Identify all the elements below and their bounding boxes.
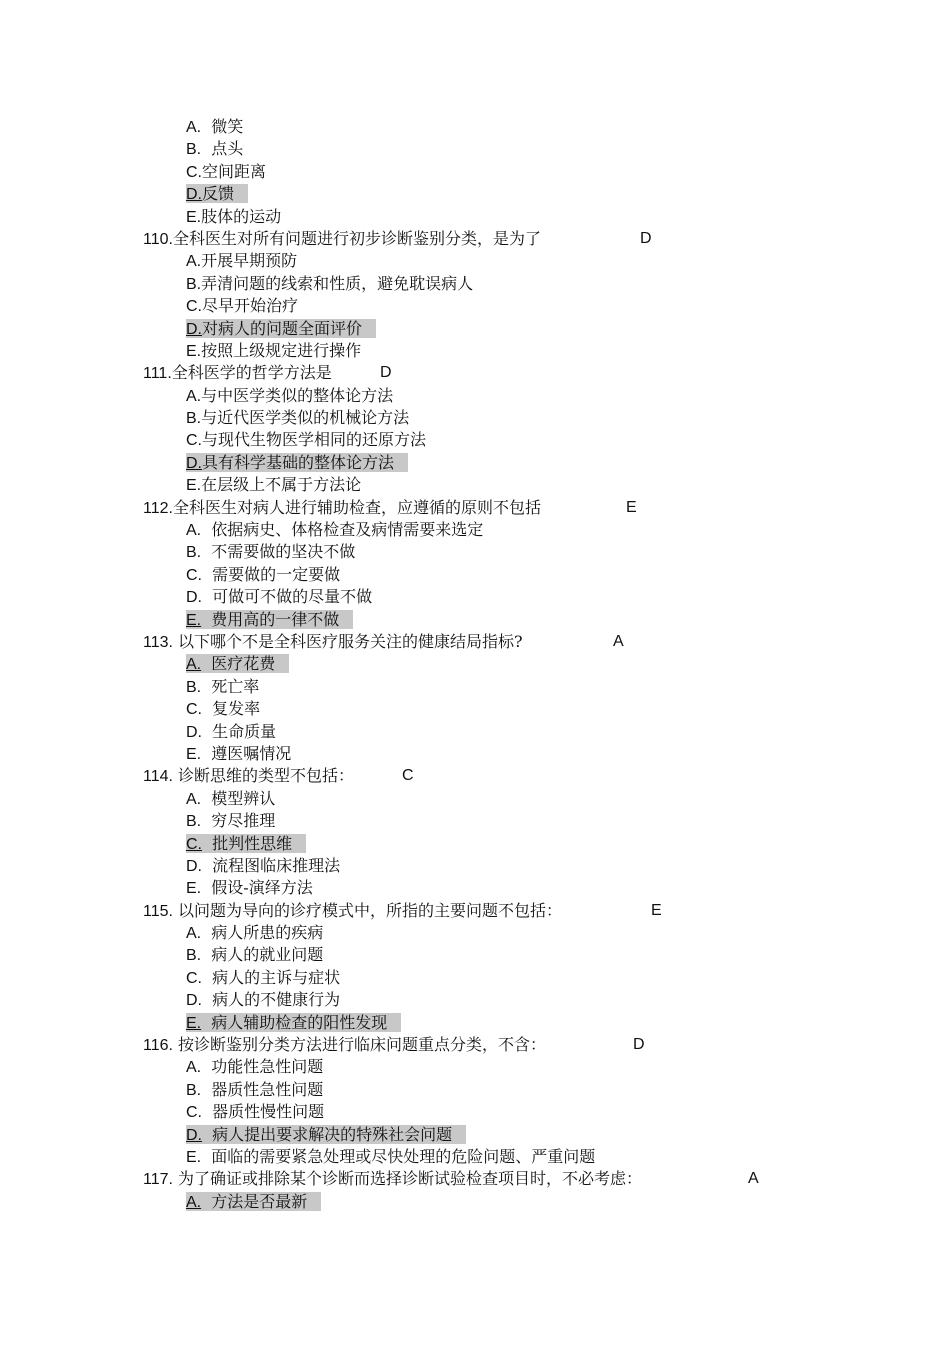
option-letter: D. <box>186 992 202 1010</box>
option-content <box>186 722 276 741</box>
option-text: 病人辅助检查的阳性发现 <box>201 1012 388 1032</box>
option-text: 弄清问题的线索和性质，避免耽误病人 <box>201 273 474 293</box>
option-letter: A. <box>186 1059 202 1077</box>
option-content <box>186 430 426 449</box>
option-letter: E. <box>186 342 202 360</box>
option-line <box>0 721 950 743</box>
option-content <box>186 1057 323 1076</box>
option-line <box>0 743 950 765</box>
answer-key: E <box>651 901 662 919</box>
option-line <box>0 1056 950 1078</box>
option-letter: C. <box>186 835 202 853</box>
option-letter: D. <box>186 1126 202 1144</box>
option-letter: A. <box>186 656 202 674</box>
correct-answer-highlight <box>186 1192 321 1211</box>
answer-key: D <box>640 229 652 247</box>
option-line <box>0 1079 950 1101</box>
correct-answer-highlight <box>186 1125 466 1144</box>
option-line-correct <box>0 653 950 675</box>
question-text: 按诊断鉴别分类方法进行临床问题重点分类，不含： <box>172 1035 547 1055</box>
option-content <box>186 386 393 405</box>
option-content <box>186 677 259 696</box>
option-line <box>0 340 950 362</box>
option-line-correct <box>0 452 950 474</box>
question-line <box>0 765 950 787</box>
option-text: 与中医学类似的整体论方法 <box>201 385 394 405</box>
question-text: 诊断思维的类型不包括： <box>172 766 355 786</box>
option-text: 方法是否最新 <box>201 1191 308 1211</box>
option-content <box>186 542 355 561</box>
option-text: 与近代医学类似的机械论方法 <box>201 408 410 428</box>
option-text: 费用高的一律不做 <box>201 609 340 629</box>
question-text: 为了确证或排除某个诊断而选择诊断试验检查项目时，不必考虑： <box>172 1169 643 1189</box>
option-text: 假设-演绎方法 <box>201 878 313 898</box>
option-letter: C. <box>186 432 202 450</box>
answer-key: C <box>402 767 414 785</box>
option-content <box>186 878 313 897</box>
option-content <box>186 565 340 584</box>
option-letter: D. <box>186 454 202 472</box>
question-text: 以问题为导向的诊疗模式中，所指的主要问题不包括： <box>172 900 563 920</box>
option-content <box>186 744 291 763</box>
option-text: 功能性急性问题 <box>201 1057 324 1077</box>
answer-key: D <box>633 1036 645 1054</box>
option-text: 微笑 <box>201 117 244 136</box>
option-letter: A. <box>186 253 202 271</box>
question-number: 111. <box>143 365 172 383</box>
option-letter: C. <box>186 701 202 719</box>
option-letter: A. <box>186 387 202 405</box>
option-letter: A. <box>186 119 202 136</box>
option-text: 穷尽推理 <box>201 811 276 831</box>
question-number: 114. <box>143 768 173 786</box>
question-number: 113. <box>143 633 173 651</box>
option-letter: B. <box>186 544 202 562</box>
option-content <box>186 408 409 427</box>
option-content <box>186 475 361 494</box>
question-number: 110. <box>143 230 173 248</box>
option-content <box>186 811 275 830</box>
option-letter: B. <box>186 141 202 159</box>
option-text: 复发率 <box>202 699 261 719</box>
option-content <box>186 520 483 539</box>
option-content <box>186 162 266 181</box>
option-letter: D. <box>186 320 202 338</box>
option-text: 尽早开始治疗 <box>202 296 299 316</box>
option-line <box>0 586 950 608</box>
option-content <box>186 856 340 875</box>
option-line <box>0 116 950 138</box>
option-line <box>0 1101 950 1123</box>
option-letter: B. <box>186 813 202 831</box>
option-text: 不需要做的坚决不做 <box>201 542 356 562</box>
option-letter: C. <box>186 1104 202 1122</box>
option-letter: D. <box>186 589 202 607</box>
document-page <box>0 116 950 1213</box>
option-line <box>0 429 950 451</box>
option-text: 死亡率 <box>201 676 260 696</box>
option-line <box>0 788 950 810</box>
option-line <box>0 138 950 160</box>
option-text: 器质性慢性问题 <box>202 1102 325 1122</box>
option-text: 面临的需要紧急处理或尽快处理的危险问题、严重问题 <box>201 1146 596 1166</box>
option-text: 流程图临床推理法 <box>202 855 341 875</box>
option-content <box>186 341 361 360</box>
question-text: 以下哪个不是全科医疗服务关注的健康结局指标? <box>172 631 523 651</box>
option-line-correct <box>0 1012 950 1034</box>
option-letter: D. <box>186 186 202 204</box>
question-line <box>0 1034 950 1056</box>
option-line <box>0 385 950 407</box>
option-line <box>0 206 950 228</box>
option-text: 病人的不健康行为 <box>202 990 341 1010</box>
option-text: 在层级上不属于方法论 <box>201 475 362 495</box>
option-text: 按照上级规定进行操作 <box>201 340 362 360</box>
option-content <box>186 1102 324 1121</box>
question-line <box>0 1168 950 1190</box>
option-text: 器质性急性问题 <box>201 1079 324 1099</box>
option-letter: E. <box>186 880 202 898</box>
question-line <box>0 362 950 384</box>
question-number: 116. <box>143 1037 173 1055</box>
option-content <box>186 587 372 606</box>
question-line <box>0 497 950 519</box>
option-text: 可做可不做的尽量不做 <box>202 587 373 607</box>
option-letter: E. <box>186 1014 202 1032</box>
option-letter: E. <box>186 1148 202 1166</box>
option-letter: D. <box>186 723 202 741</box>
option-content <box>186 968 340 987</box>
correct-answer-highlight <box>186 610 353 629</box>
option-letter: B. <box>186 947 202 965</box>
option-letter: B. <box>186 410 202 428</box>
option-text: 反馈 <box>202 184 235 204</box>
option-line <box>0 273 950 295</box>
option-line <box>0 519 950 541</box>
correct-answer-highlight <box>186 834 306 853</box>
option-letter: B. <box>186 1081 202 1099</box>
answer-key: A <box>613 632 624 650</box>
option-letter: A. <box>186 522 202 540</box>
question-number: 115. <box>143 902 173 920</box>
question-text: 全科医生对病人进行辅助检查，应遵循的原则不包括 <box>172 497 541 517</box>
option-text: 对病人的问题全面评价 <box>202 318 363 338</box>
option-letter: B. <box>186 275 202 293</box>
option-line <box>0 541 950 563</box>
option-line <box>0 676 950 698</box>
option-line <box>0 295 950 317</box>
option-content <box>186 251 297 270</box>
option-text: 病人所患的疾病 <box>201 923 324 943</box>
option-line <box>0 855 950 877</box>
option-text: 批判性思维 <box>202 833 293 853</box>
option-text: 开展早期预防 <box>201 251 298 271</box>
question-number: 117. <box>143 1171 173 1189</box>
option-letter: A. <box>186 1193 202 1211</box>
option-line-correct <box>0 318 950 340</box>
option-line-correct <box>0 1124 950 1146</box>
option-content <box>186 296 298 315</box>
option-content <box>186 699 260 718</box>
option-letter: E. <box>186 745 202 763</box>
option-content <box>186 945 323 964</box>
question-line <box>0 631 950 653</box>
option-line-correct <box>0 1191 950 1213</box>
option-content <box>186 274 473 293</box>
option-letter: C. <box>186 163 202 181</box>
option-letter: C. <box>186 298 202 316</box>
option-content <box>186 990 340 1009</box>
answer-key: E <box>626 498 637 516</box>
option-letter: E. <box>186 477 202 495</box>
correct-answer-highlight <box>186 184 248 203</box>
option-letter: E. <box>186 208 202 226</box>
option-content <box>186 1080 323 1099</box>
option-content <box>186 139 243 158</box>
option-text: 与现代生物医学相同的还原方法 <box>202 430 427 450</box>
option-line-correct <box>0 609 950 631</box>
option-text: 生命质量 <box>202 721 277 741</box>
question-line <box>0 900 950 922</box>
option-letter: C. <box>186 969 202 987</box>
option-letter: B. <box>186 678 202 696</box>
option-content <box>186 923 323 942</box>
question-number: 112. <box>143 499 173 517</box>
option-line-correct <box>0 833 950 855</box>
answer-key: D <box>380 364 392 382</box>
option-text: 依据病史、体格检查及病情需要来选定 <box>201 520 484 540</box>
option-line <box>0 922 950 944</box>
option-letter: C. <box>186 566 202 584</box>
question-text: 全科医生对所有问题进行初步诊断鉴别分类，是为了 <box>172 228 541 248</box>
option-text: 肢体的运动 <box>201 206 282 226</box>
option-text: 空间距离 <box>202 161 267 181</box>
option-line <box>0 989 950 1011</box>
option-line <box>0 1146 950 1168</box>
option-text: 医疗花费 <box>201 654 276 674</box>
option-line <box>0 810 950 832</box>
option-text: 病人的主诉与症状 <box>202 967 341 987</box>
correct-answer-highlight <box>186 453 408 472</box>
option-text: 遵医嘱情况 <box>201 743 292 763</box>
option-line <box>0 877 950 899</box>
option-letter: A. <box>186 790 202 808</box>
option-text: 具有科学基础的整体论方法 <box>202 452 395 472</box>
option-letter: D. <box>186 857 202 875</box>
option-text: 需要做的一定要做 <box>202 564 341 584</box>
option-line <box>0 407 950 429</box>
option-content <box>186 789 275 808</box>
option-content <box>186 207 281 226</box>
option-line <box>0 698 950 720</box>
option-line <box>0 161 950 183</box>
question-line <box>0 228 950 250</box>
option-text: 病人的就业问题 <box>201 945 324 965</box>
option-content <box>186 1147 595 1166</box>
correct-answer-highlight <box>186 1013 401 1032</box>
option-line <box>0 474 950 496</box>
option-line-correct <box>0 183 950 205</box>
option-text: 点头 <box>201 139 244 159</box>
option-letter: A. <box>186 925 202 943</box>
option-letter: E. <box>186 611 202 629</box>
answer-key: A <box>748 1170 759 1188</box>
option-text: 病人提出要求解决的特殊社会问题 <box>202 1124 453 1144</box>
correct-answer-highlight <box>186 319 376 338</box>
question-text: 全科医学的哲学方法是 <box>171 363 332 383</box>
option-text: 模型辨认 <box>201 788 276 808</box>
option-line <box>0 564 950 586</box>
option-line <box>0 250 950 272</box>
correct-answer-highlight <box>186 654 289 673</box>
option-line <box>0 944 950 966</box>
option-line <box>0 967 950 989</box>
option-content <box>186 117 243 136</box>
